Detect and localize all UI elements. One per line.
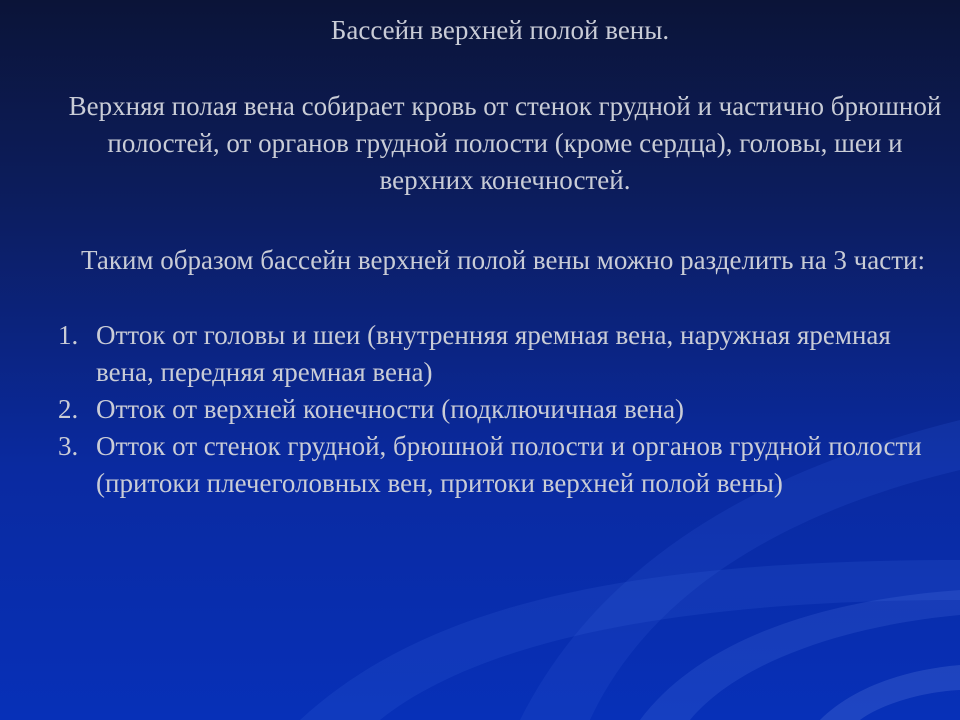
list-item-number: 2. <box>58 394 79 424</box>
division-paragraph: Таким образом бассейн верхней полой вены можно разделить на 3 части: <box>81 245 925 275</box>
list-item-number: 1. <box>58 320 79 350</box>
list-item-text: Отток от головы и шеи (внутренняя яремная вена, наружная яремная вена, передняя яремная вена) <box>96 320 891 387</box>
list-item-text: Отток от верхней конечности (подключичная вена) <box>96 394 685 424</box>
list-item <box>58 391 948 428</box>
swirl-band-4 <box>820 665 960 720</box>
swirl-band-2 <box>300 560 960 720</box>
intro-paragraph: Верхняя полая вена собирает кровь от стенок грудной и частично брюшной полостей, от органов грудной полости (кроме сердца), головы, шеи и верхних конечностей. <box>68 91 942 195</box>
list-item-text: Отток от стенок грудной, брюшной полости и органов грудной полости (притоки плечеголовных вен, притоки верхней полой вены) <box>96 431 922 498</box>
swirl-band-3 <box>640 590 960 720</box>
list-item-number: 3. <box>58 431 79 461</box>
list-item <box>58 317 948 391</box>
numbered-list <box>58 317 948 502</box>
list-item <box>58 428 948 502</box>
slide-title: Бассейн верхней полой вены. <box>330 15 670 45</box>
